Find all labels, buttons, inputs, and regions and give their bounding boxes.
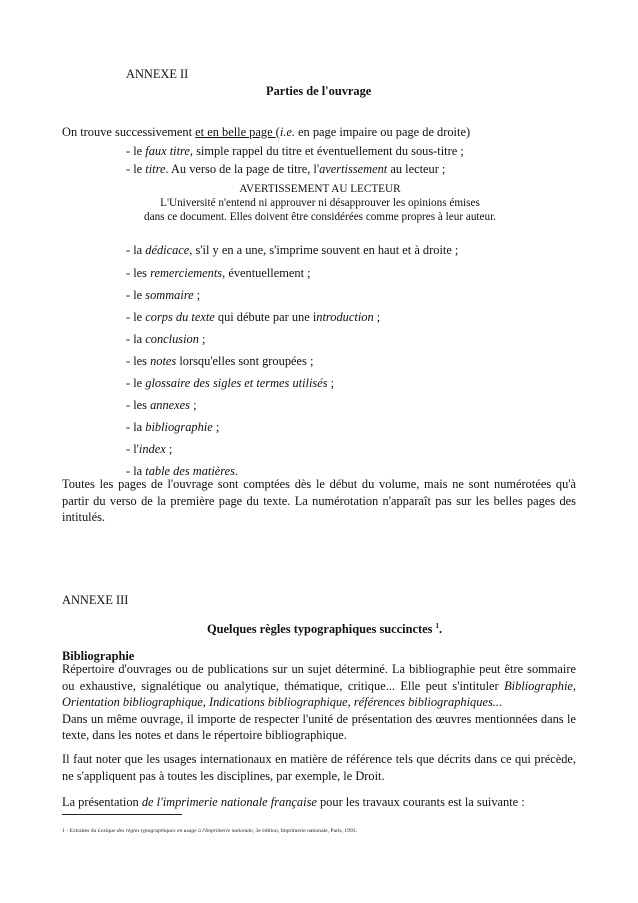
footnote bbox=[62, 828, 357, 835]
list-item bbox=[126, 376, 334, 391]
item-suffix: , éventuellement ; bbox=[222, 266, 311, 280]
item-prefix: - le bbox=[126, 288, 146, 302]
notice-title: AVERTISSEMENT AU LECTEUR bbox=[239, 183, 401, 195]
item-suffix: . Au verso de la page de titre, l' bbox=[165, 162, 320, 176]
item-term: notes bbox=[150, 354, 177, 368]
footnote-end: , 3e édition, Imprimerie nationale, Paris, 1993. bbox=[252, 828, 357, 834]
intro-text-a: On trouve successivement bbox=[62, 125, 196, 139]
annex-2-intro bbox=[62, 125, 470, 140]
item-term: conclusion bbox=[145, 332, 199, 346]
annex-2-heading: ANNEXE II bbox=[126, 67, 189, 81]
list-item bbox=[126, 398, 197, 413]
list-item bbox=[126, 288, 200, 303]
item-suffix-2: au lecteur ; bbox=[387, 162, 446, 176]
item-suffix: . bbox=[234, 464, 239, 478]
bibliographie-paragraph bbox=[62, 661, 576, 744]
list-item bbox=[126, 332, 206, 347]
list-item bbox=[126, 442, 172, 457]
item-suffix: ; bbox=[193, 288, 201, 302]
item-term: corps du texte bbox=[145, 310, 215, 324]
footnote-ref: 1 bbox=[435, 621, 440, 630]
item-prefix: - la bbox=[126, 243, 146, 257]
item-term: dédicace bbox=[145, 243, 190, 257]
item-term-2: avertissement bbox=[319, 162, 388, 176]
item-term: faux titre bbox=[145, 144, 190, 158]
item-term: index bbox=[138, 442, 166, 456]
item-prefix: - les bbox=[126, 266, 151, 280]
item-prefix: - le bbox=[126, 376, 146, 390]
item-term: annexes bbox=[150, 398, 191, 412]
item-suffix: ; bbox=[212, 420, 220, 434]
item-suffix: ; bbox=[198, 332, 206, 346]
item-term: table des matières bbox=[145, 464, 235, 478]
intro-text-b: ( bbox=[275, 125, 280, 139]
para-2: Dans un même ouvrage, il importe de respecter l'unité de présentation des œuvres mentionnées dans le texte, dans les notes et dans le répertoire bibliographique. bbox=[62, 711, 576, 742]
footnote-divider bbox=[62, 814, 182, 815]
item-suffix: qui débute par une i bbox=[214, 310, 317, 324]
item-suffix: ; bbox=[327, 376, 335, 390]
para-italic: de l'imprimerie nationale française bbox=[141, 795, 317, 809]
section-heading: Bibliographie bbox=[62, 649, 135, 663]
item-suffix: , simple rappel du titre et éventuellement du sous-titre ; bbox=[189, 144, 464, 158]
list-item bbox=[126, 354, 313, 369]
item-prefix: - la bbox=[126, 332, 146, 346]
item-suffix: lorsqu'elles sont groupées ; bbox=[176, 354, 314, 368]
item-suffix-2: ; bbox=[373, 310, 381, 324]
intro-underlined: et en belle page bbox=[195, 125, 276, 139]
annex-2-title: Parties de l'ouvrage bbox=[266, 84, 372, 98]
annex-2-closing: Toutes les pages de l'ouvrage sont comptées dès le début du volume, mais ne sont numérotées qu'à partir du verso de la première page du texte. La numérotation n'apparaît pas sur les belles pages des intitulés. bbox=[62, 477, 576, 524]
list-item-titre bbox=[126, 162, 445, 177]
item-prefix: - le bbox=[126, 310, 146, 324]
para-text: La présentation bbox=[62, 795, 142, 809]
list-item bbox=[126, 420, 219, 435]
item-term-2: ntroduction bbox=[316, 310, 374, 324]
para-end: pour les travaux courants est la suivante : bbox=[316, 795, 525, 809]
item-term: titre bbox=[145, 162, 166, 176]
item-prefix: - la bbox=[126, 464, 146, 478]
footnote-text: 1 - Extraites du bbox=[62, 828, 98, 834]
item-prefix: - le bbox=[126, 162, 146, 176]
para-italic: Bibliographie, Orientation bibliographique, Indications bibliographique, références bibliographiques.. bbox=[62, 678, 576, 709]
item-term: remerciements bbox=[150, 266, 223, 280]
item-term: bibliographie bbox=[145, 420, 213, 434]
item-suffix: ; bbox=[165, 442, 173, 456]
item-prefix: - les bbox=[126, 354, 151, 368]
list-item bbox=[126, 266, 311, 281]
item-term: sommaire bbox=[145, 288, 194, 302]
annex-3-heading: ANNEXE III bbox=[62, 593, 129, 607]
paragraph-presentation bbox=[62, 795, 525, 810]
item-term: glossaire des sigles et termes utilisés bbox=[145, 376, 328, 390]
footnote-italic: Lexique des règles typographiques en usage à l'Imprimerie nationale bbox=[97, 828, 253, 834]
item-suffix: ; bbox=[190, 398, 197, 412]
para-end: . bbox=[498, 695, 503, 709]
annex-3-title: Quelques règles typographiques succinctes $^1$. bbox=[207, 621, 443, 636]
item-prefix: - les bbox=[126, 398, 151, 412]
paragraph-usages: Il faut noter que les usages internationaux en matière de référence tels que décrits dans ce qui précède, ne s'appliquent pas à toutes les disciplines, par exemple, le Droit. bbox=[62, 752, 576, 783]
notice-line-2: dans ce document. Elles doivent être considérées comme propres à leur auteur. bbox=[144, 211, 496, 223]
item-prefix: - le bbox=[126, 144, 146, 158]
notice-line-1: L'Université n'entend ni approuver ni désapprouver les opinions émises bbox=[160, 197, 480, 209]
list-item-faux-titre bbox=[126, 144, 464, 159]
annex-3-title-text: Quelques règles typographiques succinctes bbox=[207, 622, 436, 636]
para-text: Répertoire d'ouvrages ou de publications sur un sujet déterminé. La bibliographie peut être sommaire ou exhaustive, signalétique ou analytique, thématique, critique... Elle peut s'intituler bbox=[62, 662, 576, 693]
item-prefix: - l' bbox=[126, 442, 139, 456]
item-prefix: - la bbox=[126, 420, 146, 434]
list-item bbox=[126, 310, 380, 325]
list-item bbox=[126, 243, 458, 258]
item-suffix: , s'il y en a une, s'imprime souvent en haut et à droite ; bbox=[189, 243, 459, 257]
intro-ie: i.e. bbox=[279, 125, 295, 139]
intro-text-c: en page impaire ou page de droite) bbox=[294, 125, 471, 139]
